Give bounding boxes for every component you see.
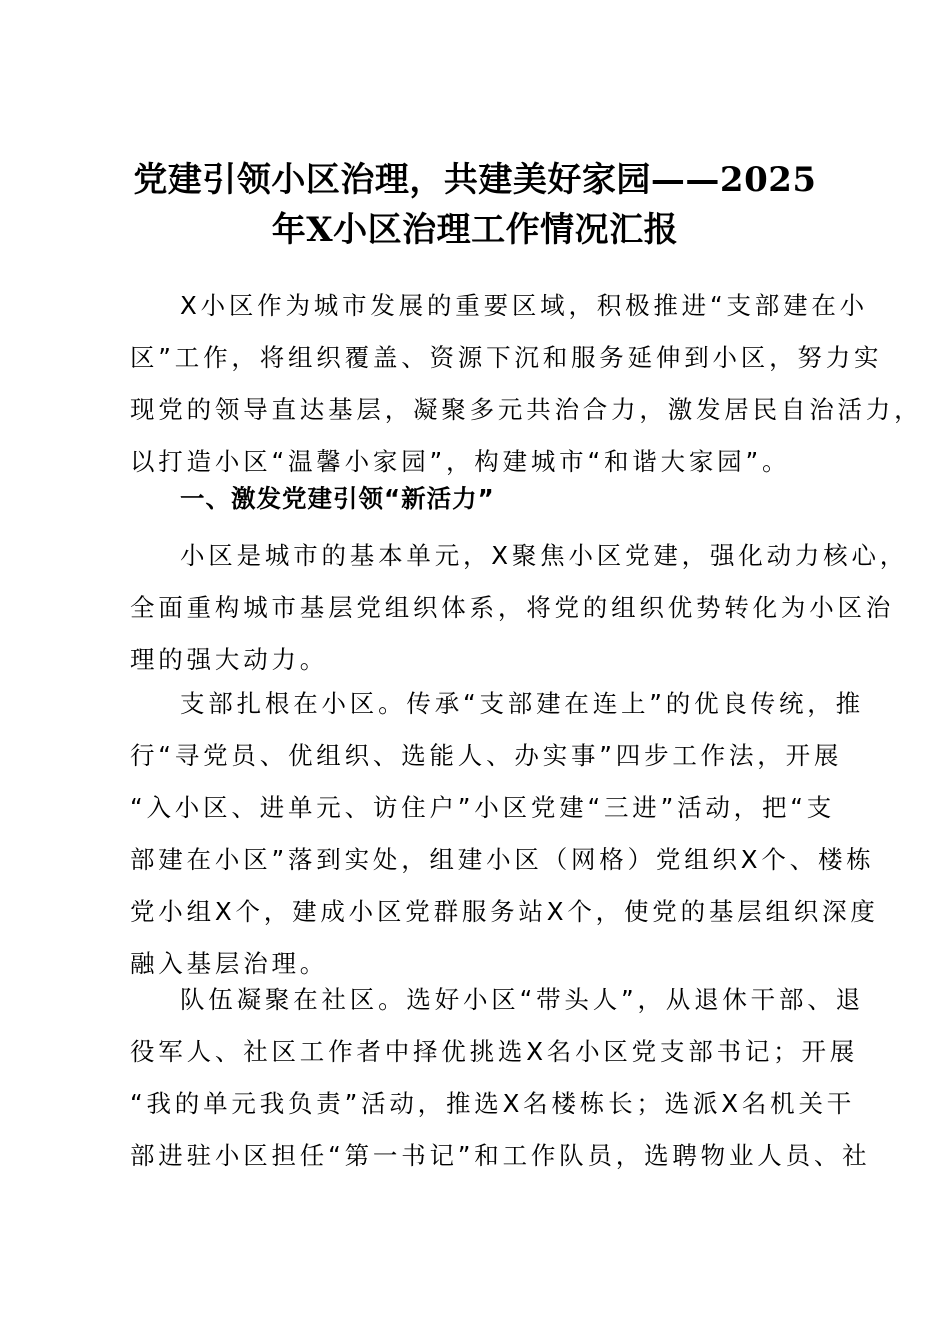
paragraph-line: 部建在小区”落到实处，组建小区（网格）党组织X个、楼栋 <box>130 845 875 874</box>
paragraph-line: 全面重构城市基层党组织体系，将党的组织优势转化为小区治 <box>130 593 895 622</box>
section1-paragraph-2 <box>130 678 879 990</box>
section1-paragraph-3 <box>130 974 871 1182</box>
paragraph-line: 队伍凝聚在社区。选好小区“带头人”，从退休干部、退 <box>180 985 864 1014</box>
paragraph-line: 行“寻党员、优组织、选能人、办实事”四步工作法，开展 <box>130 741 843 770</box>
paragraph-line: 部进驻小区担任“第一书记”和工作队员，选聘物业人员、社 <box>130 1141 871 1170</box>
paragraph-line: 融入基层治理。 <box>130 949 329 978</box>
paragraph-line: “我的单元我负责”活动，推选X名楼栋长；选派X名机关干 <box>130 1089 856 1118</box>
paragraph-line: 现党的领导直达基层，凝聚多元共治合力，激发居民自治活力， <box>130 395 923 424</box>
document-title-line-2: 年X小区治理工作情况汇报 <box>271 210 679 250</box>
paragraph-line: X小区作为城市发展的重要区域，积极推进“支部建在小 <box>180 291 868 320</box>
paragraph-line: 党小组X个，建成小区党群服务站X个，使党的基层组织深度 <box>130 897 879 926</box>
paragraph-line: 以打造小区“温馨小家园”，构建城市“和谐大家园”。 <box>130 447 791 476</box>
paragraph-line: 小区是城市的基本单元，X聚焦小区党建，强化动力核心， <box>180 541 909 570</box>
paragraph-line: 理的强大动力。 <box>130 645 329 674</box>
intro-paragraph <box>130 280 923 488</box>
paragraph-line: 役军人、社区工作者中择优挑选X名小区党支部书记；开展 <box>130 1037 859 1066</box>
paragraph-line: 区”工作，将组织覆盖、资源下沉和服务延伸到小区，努力实 <box>130 343 883 372</box>
document-title-line-1: 党建引领小区治理，共建美好家园——2025 <box>133 160 817 200</box>
paragraph-line: “入小区、进单元、访住户”小区党建“三进”活动，把“支 <box>130 793 836 822</box>
section1-paragraph-1 <box>130 530 909 686</box>
section-heading: 一、激发党建引领“新活力” <box>180 484 495 513</box>
paragraph-line: 支部扎根在小区。传承“支部建在连上”的优良传统，推 <box>180 689 864 718</box>
